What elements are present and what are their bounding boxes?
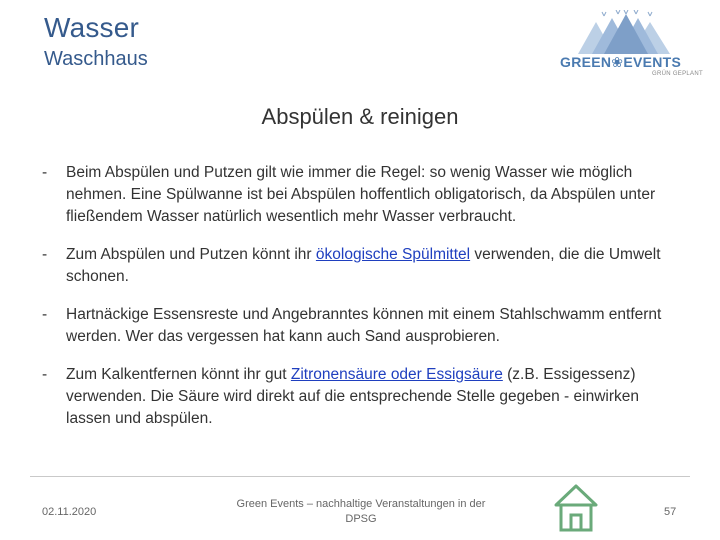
tent-mountains-logo-icon (578, 10, 674, 54)
bullet-item (42, 162, 672, 228)
section-heading: Abspülen & reinigen (261, 104, 459, 129)
bullet-text: Hartnäckige Essensreste und Angebranntes können mit einem Stahlschwamm entfernt werden. Wer das vergessen hat kann auch Sand ausprobieren. (66, 306, 662, 345)
bullet-dash: - (42, 246, 48, 263)
bullet-dash: - (42, 306, 48, 323)
slide-subtitle: Waschhaus (44, 48, 148, 70)
bullet-list (42, 162, 672, 446)
citric-acid-link[interactable]: Zitronensäure oder Essigsäure (290, 366, 503, 383)
footer-text: Green Events – nachhaltige Veranstaltungen in der DPSG (236, 498, 486, 525)
eco-detergent-link[interactable]: ökologische Spülmittel (315, 246, 471, 263)
bullet-text-before: Zum Abspülen und Putzen könnt ihr (66, 246, 316, 263)
green-events-logo (556, 10, 703, 78)
logo-text: GREEN❀EVENTS (560, 54, 682, 70)
bullet-item (42, 244, 672, 288)
bullet-text-before: Zum Kalkentfernen könnt ihr gut (66, 366, 291, 383)
home-icon[interactable] (552, 483, 600, 533)
page-number: 57 (664, 506, 677, 518)
logo-subtext: GRÜN GEPLANT (652, 71, 703, 77)
bullet-dash: - (42, 164, 48, 181)
bullet-item (42, 364, 672, 430)
slide-title: Wasser (44, 12, 140, 43)
bullet-text: Beim Abspülen und Putzen gilt wie immer die Regel: so wenig Wasser wie möglich nehmen. Eine Spülwanne ist bei Abspülen hoffentlich obligatorisch, da Abspülen unter fließendem Wasser natürlich wesentlich mehr Wasser verbraucht. (66, 164, 656, 225)
bullet-text-after: (z.B. Essigessenz) verwenden. Die Säure wird direkt auf die entsprechende Stelle gegeben - einwirken lassen und abspülen. (66, 366, 639, 427)
bullet-dash: - (42, 366, 48, 383)
bullet-text-after: verwenden, die die Umwelt schonen. (66, 246, 661, 285)
bullet-item (42, 304, 672, 348)
footer-date: 02.11.2020 (42, 506, 97, 518)
footer-divider (30, 476, 690, 477)
